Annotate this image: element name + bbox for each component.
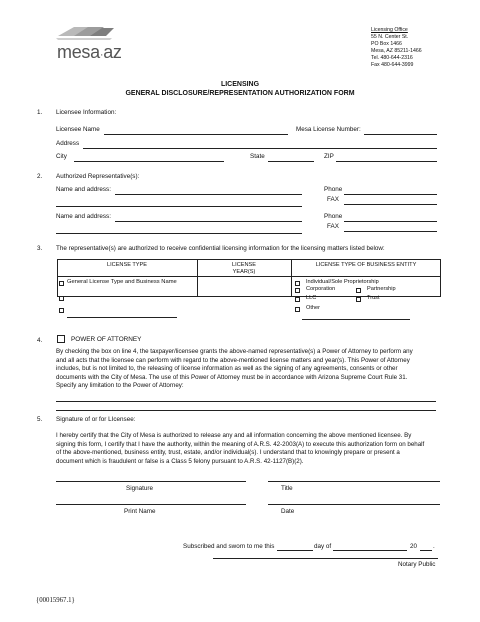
- logo-text-main: mesa: [57, 42, 100, 62]
- poa-checkbox[interactable]: [57, 335, 65, 343]
- state-field[interactable]: [268, 161, 314, 162]
- entity-other-field[interactable]: [302, 319, 410, 320]
- rep1-address-field[interactable]: [56, 206, 302, 207]
- notary-label: Notary Public: [398, 561, 436, 568]
- office-line: Tel. 480-644-2316: [371, 54, 413, 61]
- cert-line: signing this form, I certify that I have the authority, within the meaning of A.R.S. 42-2003(A) to execute this authorization form on behalf: [56, 440, 425, 448]
- city-label: City: [56, 153, 67, 160]
- signature-field[interactable]: [56, 481, 246, 482]
- col-license-year-b: YEAR(S): [232, 269, 256, 275]
- address-field[interactable]: [83, 148, 437, 149]
- cert-line: of the above-mentioned, business entity, trust, estate, and/or individual(s). I understand that to knowingly prepare or present a: [56, 449, 400, 457]
- mesa-license-field[interactable]: [364, 134, 437, 135]
- office-line: 55 N. Center St.: [371, 33, 409, 40]
- section4-heading: POWER OF ATTORNEY: [71, 336, 142, 343]
- poa-line: includes, but is not limited to, the releasing of license information as well as the signing of any agreements, consents or other: [56, 365, 398, 373]
- logo-text-state: az: [103, 42, 122, 62]
- sworn-year-field[interactable]: [420, 550, 432, 551]
- mesa-logo-mark: [52, 22, 120, 44]
- license-row2-checkbox[interactable]: [59, 296, 64, 301]
- section3-number: 3.: [37, 245, 43, 252]
- state-label: State: [250, 153, 265, 160]
- rep1-name-label: Name and address:: [56, 186, 111, 193]
- sworn-text-b: day of: [314, 543, 332, 550]
- office-line: Licensing Office: [371, 27, 408, 33]
- rep2-fax-label: FAX: [327, 223, 339, 230]
- licensee-name-label: Licensee Name: [56, 126, 100, 133]
- certification-text: [56, 432, 456, 466]
- section1-heading: Licensee Information:: [56, 109, 117, 116]
- cert-line: I hereby certify that the City of Mesa is authorized to release any and all information concerning the above mentioned licensee. By: [56, 432, 412, 439]
- office-address: [371, 27, 422, 68]
- sworn-text-a: Subscribed and sworn to me this: [183, 543, 275, 550]
- entity-other-checkbox[interactable]: [295, 307, 300, 312]
- section2-number: 2.: [37, 173, 43, 180]
- entity-corporation-label: Corporation: [306, 286, 336, 292]
- rep1-phone-field[interactable]: [344, 194, 437, 195]
- notary-field[interactable]: [213, 558, 438, 559]
- form-title-line2: GENERAL DISCLOSURE/REPRESENTATION AUTHORIZATION FORM: [125, 90, 355, 97]
- sworn-month-field[interactable]: [333, 550, 407, 551]
- license-row3-checkbox[interactable]: [59, 308, 64, 313]
- license-table-header-line: [57, 276, 441, 277]
- license-row1-label: General License Type and Business Name: [67, 279, 177, 285]
- section3-text: The representative(s) are authorized to receive confidential licensing information for the licensing matters listed below:: [56, 245, 385, 252]
- poa-limitation-field[interactable]: [56, 401, 436, 402]
- rep2-name-field[interactable]: [115, 221, 302, 222]
- zip-field[interactable]: [336, 161, 437, 162]
- poa-line: Specify any limitation to the Power of Attorney:: [56, 382, 184, 390]
- entity-partnership-label: Partnership: [367, 286, 396, 292]
- rep2-phone-field[interactable]: [344, 221, 437, 222]
- document-number: {00015967.1}: [36, 597, 75, 604]
- sworn-text-d: .: [433, 543, 435, 550]
- entity-individual-checkbox[interactable]: [295, 281, 300, 286]
- entity-corporation-checkbox[interactable]: [295, 288, 300, 293]
- entity-partnership-checkbox[interactable]: [356, 288, 361, 293]
- rep2-name-label: Name and address:: [56, 213, 111, 220]
- licensee-name-field[interactable]: [104, 134, 288, 135]
- rep2-fax-field[interactable]: [344, 231, 437, 232]
- section5-number: 5.: [37, 416, 43, 423]
- date-field[interactable]: [268, 504, 440, 505]
- entity-trust-checkbox[interactable]: [356, 297, 361, 302]
- mesa-logo: [52, 22, 120, 68]
- col-license-year-a: LICENSE: [232, 262, 256, 268]
- license-row1-checkbox[interactable]: [59, 281, 64, 286]
- date-label: Date: [281, 508, 295, 515]
- col-entity-type: LICENSE TYPE OF BUSINESS ENTITY: [315, 262, 417, 268]
- print-name-label: Print Name: [124, 508, 156, 515]
- title-label: Title: [281, 485, 293, 492]
- entity-individual-label: Individual/Sole Proprietorship: [306, 279, 379, 285]
- rep1-fax-field[interactable]: [344, 204, 437, 205]
- zip-label: ZIP: [324, 153, 334, 160]
- rep1-fax-label: FAX: [327, 196, 339, 203]
- license-row3-field[interactable]: [67, 317, 177, 318]
- section4-number: 4.: [37, 337, 43, 344]
- address-label: Address: [56, 140, 80, 147]
- entity-llc-label: LLC: [306, 295, 317, 301]
- rep1-phone-label: Phone: [324, 186, 343, 193]
- entity-other-label: Other: [306, 305, 320, 311]
- section5-heading: Signature of or for LIcensee:: [56, 416, 136, 423]
- sworn-day-field[interactable]: [277, 550, 313, 551]
- rep1-name-field[interactable]: [115, 194, 302, 195]
- poa-line: documents with the City of Mesa. The use of this Power of Attorney must be in accordance with Arizona Supreme Court Rule 31.: [56, 373, 408, 381]
- cert-line: document which is fraudulent or false is a Class 5 felony pursuant to A.R.S. 42-1127(B)(2).: [56, 457, 304, 465]
- office-line: Mesa, AZ 85211-1466: [371, 47, 422, 54]
- city-field[interactable]: [74, 161, 224, 162]
- sworn-text-c: 20: [410, 543, 418, 550]
- office-line: PO Box 1466: [371, 40, 402, 47]
- poa-text: [56, 348, 446, 391]
- print-name-field[interactable]: [56, 504, 246, 505]
- form-title-line1: LICENSING: [220, 81, 260, 88]
- entity-llc-checkbox[interactable]: [295, 297, 300, 302]
- title-field[interactable]: [268, 481, 440, 482]
- entity-trust-label: Trust: [367, 295, 380, 301]
- signature-label: Signature: [126, 485, 153, 492]
- rep2-phone-label: Phone: [324, 213, 343, 220]
- section2-heading: Authorized Representative(s):: [56, 173, 140, 180]
- section1-number: 1.: [37, 109, 43, 116]
- poa-line: By checking the box on line 4, the taxpayer/licensee grants the above-named representative(s) a Power of Attorney to perform any: [56, 348, 413, 355]
- poa-limitation-field[interactable]: [56, 410, 436, 411]
- mesa-license-label: Mesa License Number:: [296, 126, 361, 133]
- col-license-type: LICENSE TYPE: [106, 262, 147, 268]
- poa-line: and all acts that the licensee can perform with regard to the above-mentioned license matters and year(s). This Power of Attorney: [56, 356, 410, 364]
- rep2-address-field[interactable]: [56, 233, 302, 234]
- office-line: Fax 480-644-3999: [371, 61, 414, 68]
- logo-dot: ·: [99, 49, 104, 61]
